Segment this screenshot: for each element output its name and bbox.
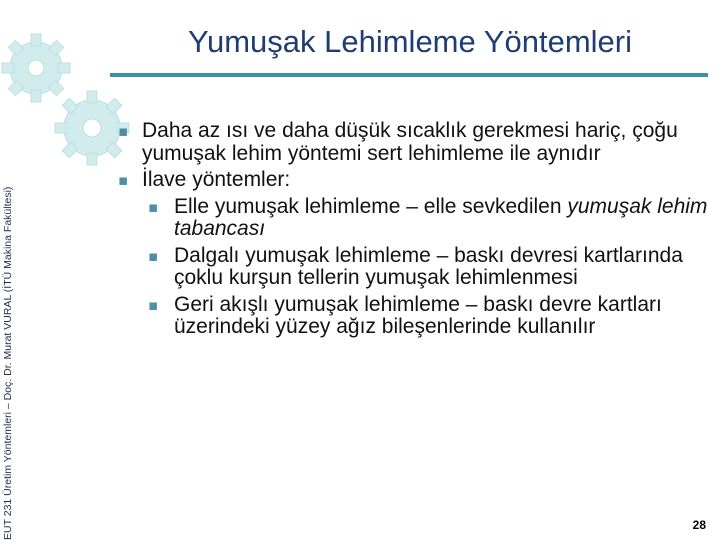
bullet-list <box>118 120 708 343</box>
bullet-item <box>118 120 708 165</box>
title-divider <box>110 73 708 77</box>
bullet-icon: ▪ <box>148 197 159 216</box>
bullet-icon: ▪ <box>118 171 129 189</box>
sub-bullet-text: Geri akışlı yumuşak lehimleme – baskı devre kartları üzerindeki yüzey ağız bileşenlerinde kullanılır <box>174 292 662 338</box>
sub-bullet-item <box>148 196 708 241</box>
bullet-icon: ▪ <box>148 295 159 314</box>
bullet-text: Daha az ısı ve daha düşük sıcaklık gerekmesi hariç, çoğu yumuşak lehim yöntemi sert lehimleme ile aynıdır <box>142 119 678 165</box>
bullet-icon: ▪ <box>148 246 159 265</box>
sub-bullet-item <box>148 294 708 339</box>
side-caption: EUT 231 Üretim Yöntemleri – Doç. Dr. Murat VURAL (İTÜ Makina Fakültesi) <box>2 186 14 540</box>
sub-bullet-text: Elle yumuşak lehimleme – elle sevkedilen <box>174 194 568 218</box>
page-number: 28 <box>692 518 706 532</box>
bullet-item <box>118 169 708 192</box>
sub-bullet-text: Dalgalı yumuşak lehimleme – baskı devresi kartlarında çoklu kurşun tellerin yumuşak lehimlenmesi <box>174 243 683 289</box>
bullet-icon: ▪ <box>118 122 129 140</box>
slide-title: Yumuşak Lehimleme Yöntemleri <box>188 24 632 59</box>
sub-bullet-italic-text: yumuşak lehim tabancası <box>174 194 708 240</box>
bullet-text: İlave yöntemler: <box>142 168 291 191</box>
sub-bullet-item <box>148 245 708 290</box>
